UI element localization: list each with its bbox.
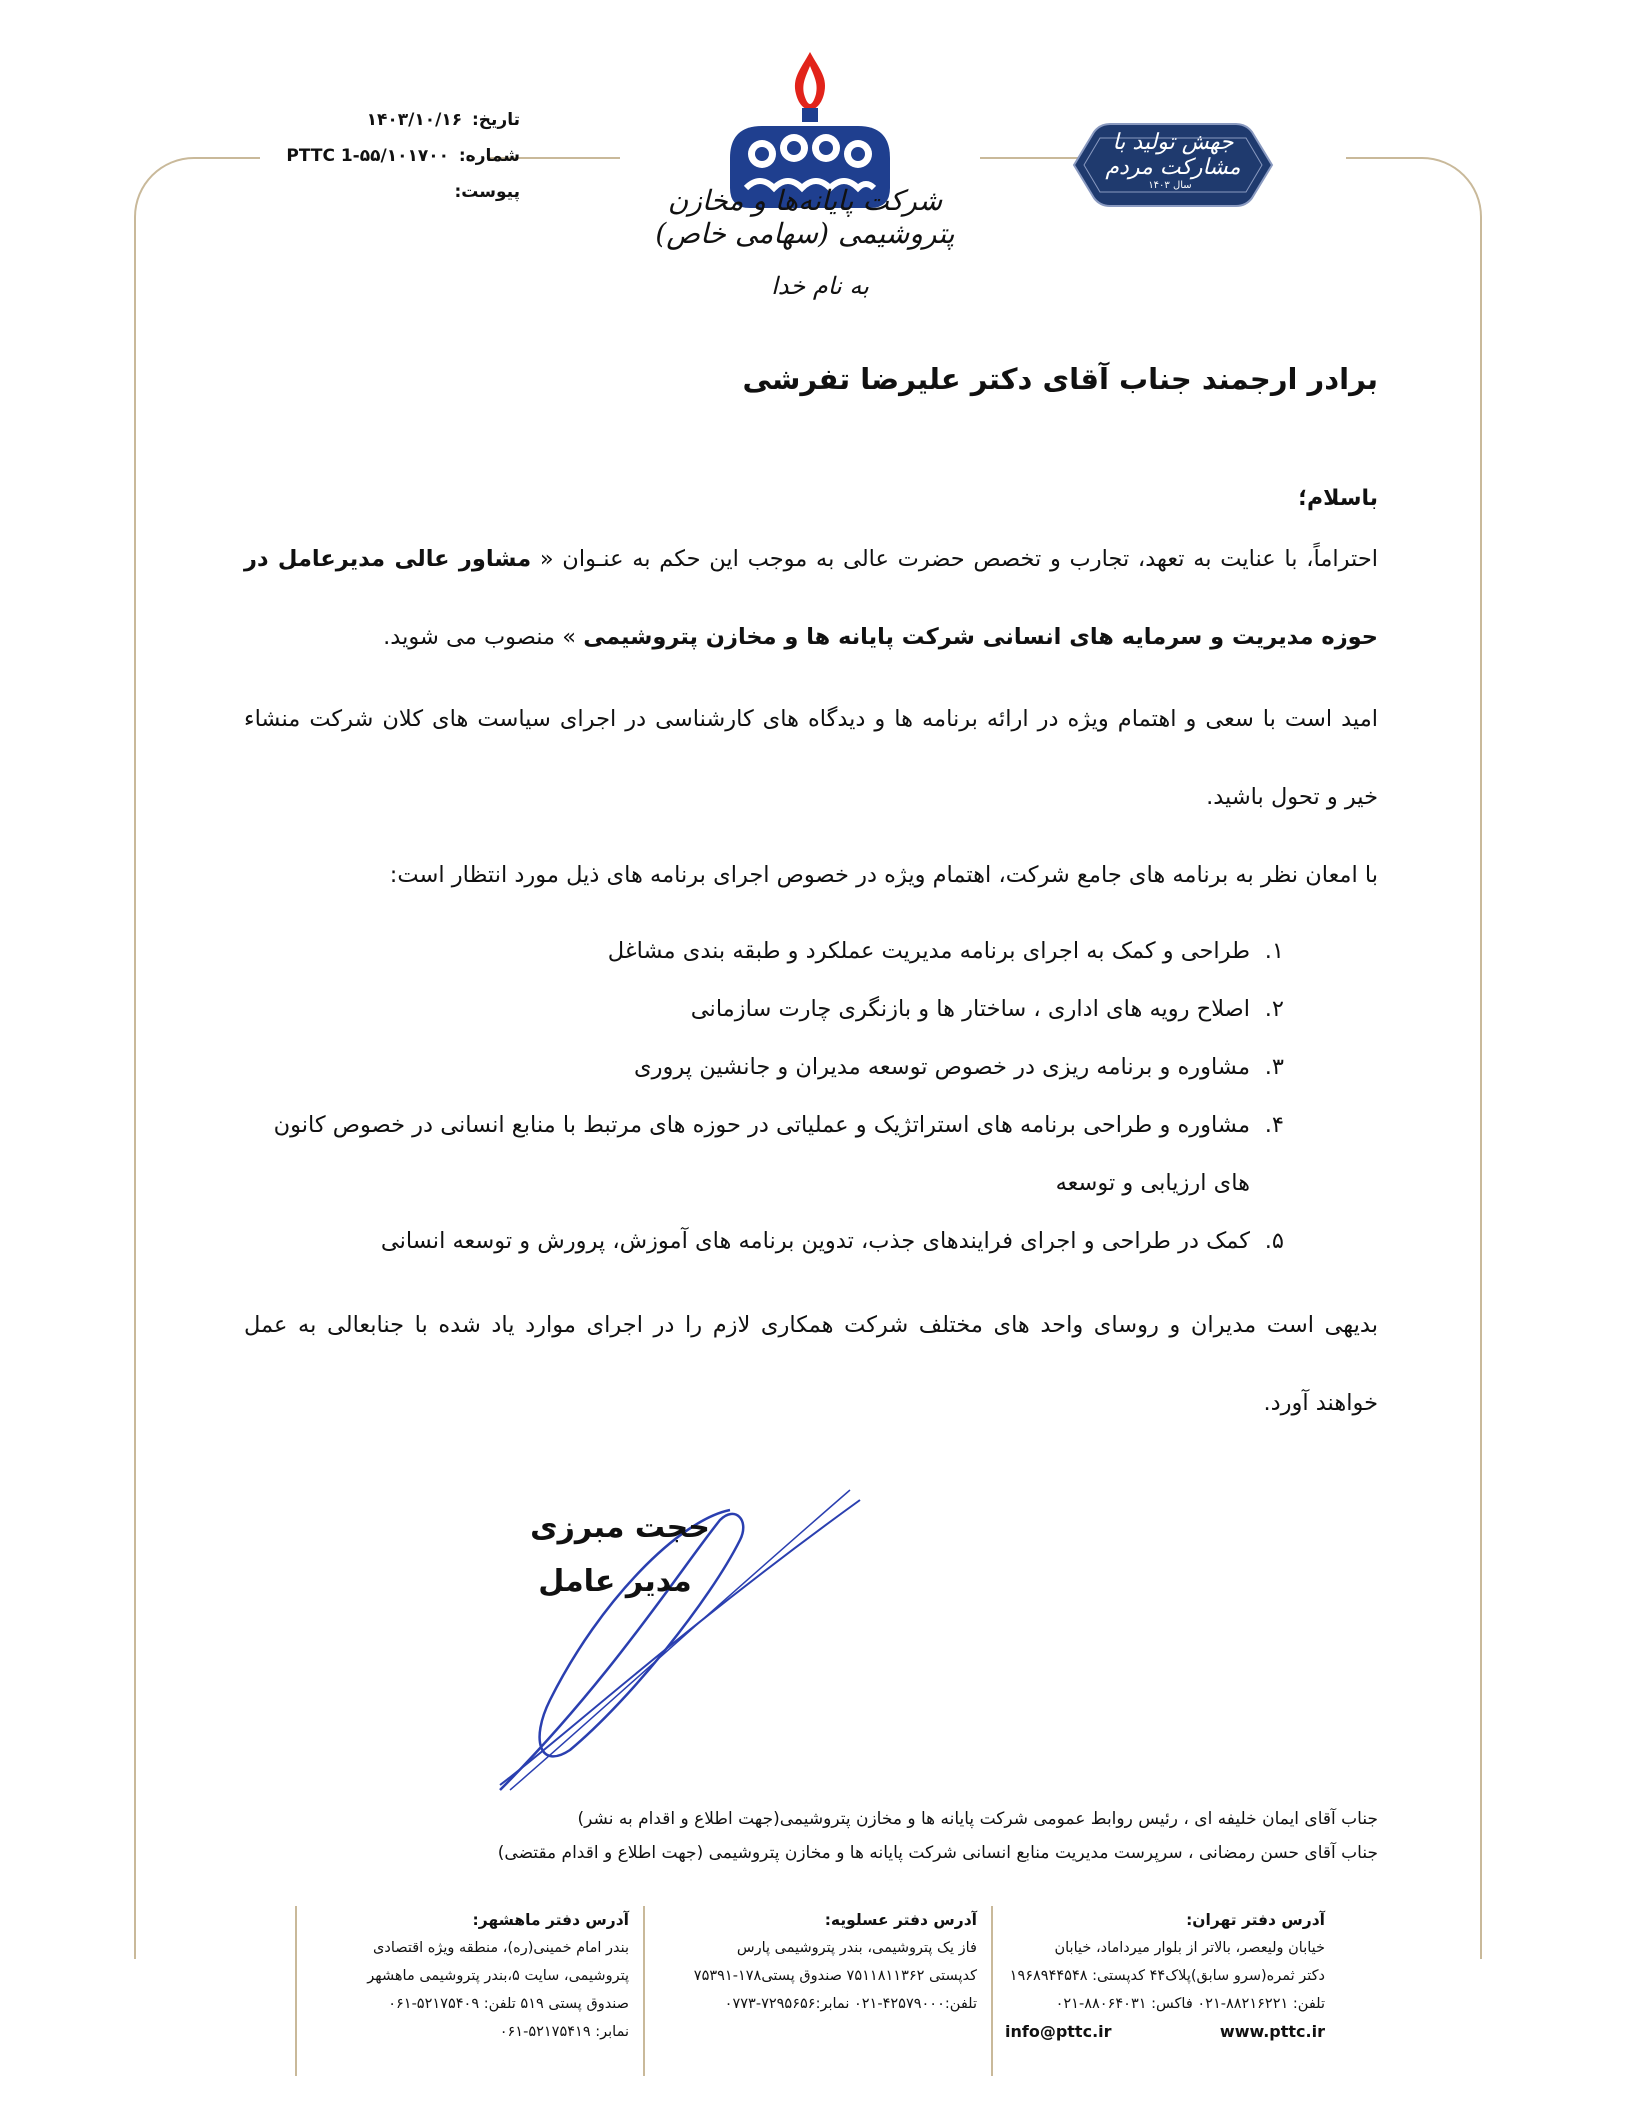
list-item <box>244 1096 1284 1212</box>
number-value: PTTC 1-۵۵/۱۰۱۷۰۰ <box>286 146 449 166</box>
footer-title: آدرس دفتر عسلویه: <box>824 1911 977 1929</box>
footer-title: آدرس دفتر تهران: <box>1186 1911 1325 1929</box>
footer-line: پتروشیمی، سایت ۵،بندر پتروشیمی ماهشهر <box>367 1968 629 1984</box>
date-row <box>280 102 520 138</box>
cc-line: جناب آقای حسن رمضانی ، سرپرست مدیریت منابع انسانی شرکت پایانه ها و مخازن پتروشیمی (جهت اطلاع و اقدام مقتضی) <box>497 1843 1378 1863</box>
list-item-number: ۵. <box>1264 1228 1284 1254</box>
list-item-number: ۲. <box>1264 996 1284 1022</box>
task-list <box>244 922 1284 1270</box>
footer-addresses <box>295 1906 1335 2076</box>
list-item-number: ۴. <box>1264 1112 1284 1138</box>
date-value: ۱۴۰۳/۱۰/۱۶ <box>366 110 463 130</box>
list-item-number: ۱. <box>1264 938 1284 964</box>
footer-asaluyeh <box>647 1906 987 2076</box>
footer-title: آدرس دفتر ماهشهر: <box>472 1911 629 1929</box>
list-item-number: ۳. <box>1264 1054 1284 1080</box>
footer-line: صندوق پستی ۵۱۹ تلفن: ۵۲۱۷۵۴۰۹-۰۶۱ <box>388 1996 629 2012</box>
attachment-row <box>280 174 520 210</box>
footer-tehran <box>995 1906 1335 2076</box>
cc-line: جناب آقای ایمان خلیفه ای ، رئیس روابط عمومی شرکت پایانه ها و مخازن پتروشیمی(جهت اطلاع و اقدام به نشر) <box>577 1809 1378 1829</box>
list-item-text: مشاوره و طراحی برنامه های استراتژیک و عملیاتی در حوزه های مرتبط با منابع انسانی در خصوص کانون های ارزیابی و توسعه <box>273 1112 1250 1196</box>
footer-line: تلفن: ۸۸۲۱۶۲۲۱-۰۲۱ فاکس: ۸۸۰۶۴۰۳۱-۰۲۱ <box>1055 1996 1325 2012</box>
list-item-text: اصلاح رویه های اداری ، ساختار ها و بازنگری چارت سازمانی <box>690 996 1250 1022</box>
paragraph-appointment-end: » منصوب می شوید. <box>383 624 584 650</box>
slogan-year: سال ۱۴۰۳ <box>1148 180 1192 191</box>
appointment-title: مشاور عالی مدیرعامل در حوزه مدیریت و سرمایه های انسانی شرکت پایانه ها و مخازن پتروشیمی <box>244 546 1378 650</box>
footer-line: کدپستی ۷۵۱۱۸۱۱۳۶۲ صندوق پستی۱۷۸-۷۵۳۹۱ <box>693 1968 977 1984</box>
paragraph-expectations: با امعان نظر به برنامه های جامع شرکت، اهتمام ویژه در خصوص اجرای برنامه های ذیل مورد انتظار است: <box>389 862 1378 888</box>
footer-line: تلفن:۴۲۵۷۹۰۰۰-۰۲۱ نمابر:۷۲۹۵۶۵۶-۰۷۷۳ <box>724 1996 977 2012</box>
footer-mahshahr <box>299 1906 639 2076</box>
footer-divider <box>643 1906 645 2076</box>
company-name: شرکت پایانه‌ها و مخازن پتروشیمی (سهامی خاص) <box>655 184 955 250</box>
footer-line: فاز یک پتروشیمی، بندر پتروشیمی پارس <box>736 1940 977 1956</box>
number-label: شماره: <box>458 146 520 166</box>
letter-meta <box>280 102 520 210</box>
footer-line: دکتر ثمره(سرو سابق)پلاک۴۴ کدپستی: ۱۹۶۸۹۴۴۵۴۸ <box>1009 1968 1325 1984</box>
email-link[interactable]: info@pttc.ir <box>1005 2022 1112 2041</box>
footer-divider <box>991 1906 993 2076</box>
paragraph-appointment <box>244 520 1378 676</box>
footer-line: خیابان ولیعصر، بالاتر از بلوار میرداماد، خیابان <box>1054 1940 1325 1956</box>
salutation: باسلام؛ <box>1298 486 1378 511</box>
attachment-label: پیوست: <box>454 182 520 202</box>
paragraph-closing: بدیهی است مدیران و روسای واحد های مختلف شرکت همکاری لازم را در اجرای موارد یاد شده با جنابعالی به عمل خواهند آورد. <box>244 1312 1378 1416</box>
number-row <box>280 138 520 174</box>
footer-line: نمابر: ۵۲۱۷۵۴۱۹-۰۶۱ <box>499 2024 629 2040</box>
signatory-title: مدیر عامل <box>538 1564 692 1599</box>
list-item-text: کمک در طراحی و اجرای فرایندهای جذب، تدوین برنامه های آموزش، پرورش و توسعه انسانی <box>380 1228 1250 1254</box>
list-item <box>244 1038 1284 1096</box>
list-item-text: طراحی و کمک به اجرای برنامه مدیریت عملکرد و طبقه بندی مشاغل <box>607 938 1250 964</box>
bismillah: به نام خدا <box>771 272 869 300</box>
paragraph-hope: امید است با سعی و اهتمام ویژه در ارائه برنامه ها و دیدگاه های کارشناسی در اجرای سیاست های کلان شرکت منشاء خیر و تحول باشید. <box>244 706 1378 810</box>
list-item <box>244 980 1284 1038</box>
date-label: تاریخ: <box>472 110 520 130</box>
slogan-text: جهش تولید با مشارکت مردم <box>1105 130 1241 180</box>
signatory-name: حجت مبرزی <box>530 1510 710 1545</box>
website-link[interactable]: www.pttc.ir <box>1219 2022 1325 2041</box>
list-item-text: مشاوره و برنامه ریزی در خصوص توسعه مدیران و جانشین پروری <box>634 1054 1250 1080</box>
paragraph-appointment-intro: احتراماً، با عنایت به تعهد، تجارب و تخصص حضرت عالی به موجب این حکم به عنـوان « <box>531 546 1378 572</box>
footer-contacts <box>1005 2018 1325 2046</box>
addressee: برادر ارجمند جناب آقای دکتر علیرضا تفرشی <box>742 362 1378 396</box>
list-item <box>244 922 1284 980</box>
list-item <box>244 1212 1284 1270</box>
footer-line: بندر امام خمینی(ره)، منطقه ویژه اقتصادی <box>373 1940 629 1956</box>
footer-divider <box>295 1906 297 2076</box>
